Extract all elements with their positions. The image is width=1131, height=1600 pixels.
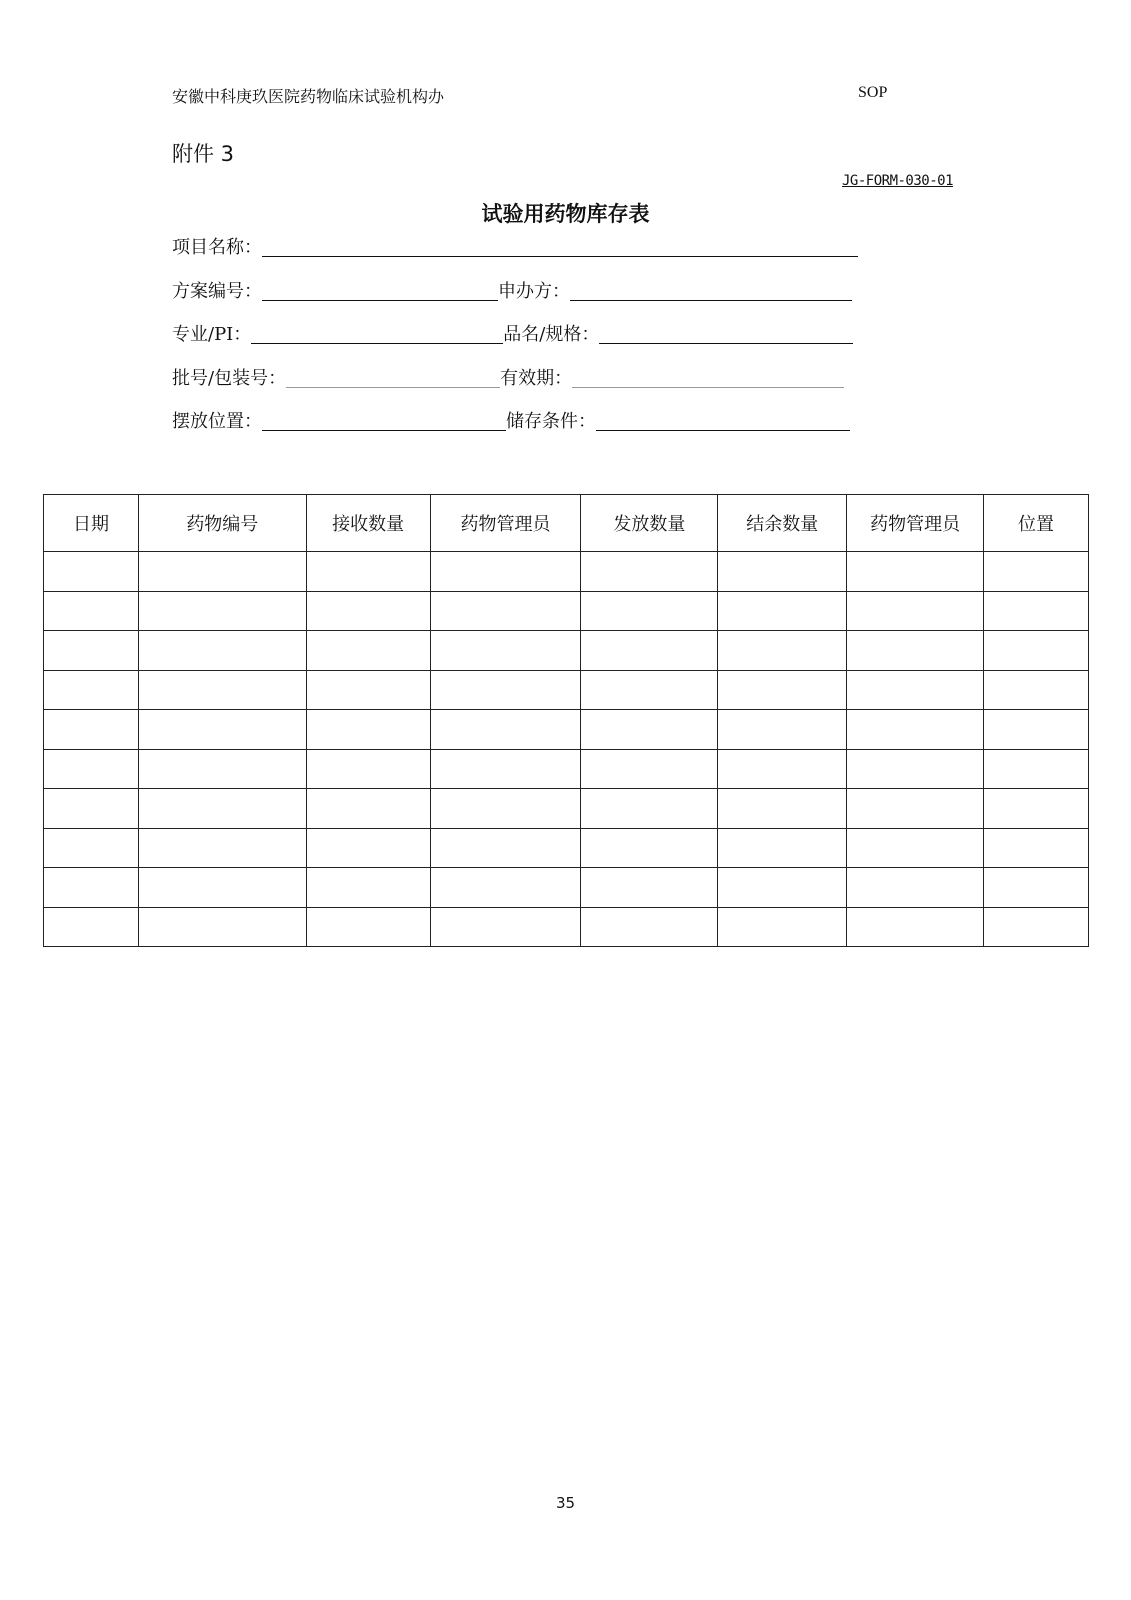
- table-row: [44, 670, 1089, 710]
- table-cell[interactable]: [581, 828, 718, 868]
- table-cell[interactable]: [718, 552, 847, 592]
- stock-table: [43, 494, 1089, 947]
- table-cell[interactable]: [306, 591, 430, 631]
- table-cell[interactable]: [581, 591, 718, 631]
- table-row: [44, 710, 1089, 750]
- location-label: 摆放位置：: [172, 411, 262, 432]
- table-cell[interactable]: [306, 710, 430, 750]
- table-cell[interactable]: [138, 552, 306, 592]
- table-cell[interactable]: [138, 868, 306, 908]
- page-number: 35: [555, 1494, 576, 1512]
- table-cell[interactable]: [581, 907, 718, 947]
- table-cell[interactable]: [138, 789, 306, 829]
- table-cell[interactable]: [847, 907, 984, 947]
- protocol-no-label: 方案编号：: [172, 281, 262, 302]
- table-cell[interactable]: [984, 591, 1089, 631]
- table-cell[interactable]: [138, 749, 306, 789]
- table-cell[interactable]: [306, 907, 430, 947]
- table-cell[interactable]: [430, 907, 581, 947]
- table-cell[interactable]: [44, 710, 139, 750]
- table-cell[interactable]: [847, 828, 984, 868]
- col-header-position: 位置: [984, 495, 1089, 552]
- table-row: [44, 552, 1089, 592]
- attachment-label: 附件 3: [172, 142, 235, 166]
- table-cell[interactable]: [718, 749, 847, 789]
- table-cell[interactable]: [44, 789, 139, 829]
- storage-label: 储存条件：: [506, 411, 596, 432]
- field-row-location: [172, 406, 850, 434]
- product-spec-label: 品名/规格：: [503, 324, 600, 345]
- col-header-date: 日期: [44, 495, 139, 552]
- table-cell[interactable]: [984, 868, 1089, 908]
- table-row: [44, 749, 1089, 789]
- header-org: 安徽中科庚玖医院药物临床试验机构办: [172, 87, 445, 106]
- expiry-line[interactable]: [572, 365, 844, 388]
- field-row-protocol: [172, 276, 852, 304]
- table-cell[interactable]: [44, 631, 139, 671]
- table-cell[interactable]: [847, 631, 984, 671]
- table-cell[interactable]: [306, 789, 430, 829]
- table-cell[interactable]: [138, 828, 306, 868]
- table-cell[interactable]: [44, 749, 139, 789]
- table-cell[interactable]: [718, 670, 847, 710]
- table-cell[interactable]: [847, 552, 984, 592]
- table-cell[interactable]: [718, 907, 847, 947]
- table-cell[interactable]: [847, 710, 984, 750]
- table-header-row: [44, 495, 1089, 552]
- specialty-pi-line[interactable]: [251, 321, 503, 344]
- table-row: [44, 591, 1089, 631]
- field-row-specialty: [172, 319, 853, 347]
- header-doc-type: SOP: [858, 84, 888, 101]
- table-cell[interactable]: [718, 591, 847, 631]
- sponsor-label: 申办方：: [498, 281, 570, 302]
- col-header-balance-qty: 结余数量: [718, 495, 847, 552]
- table-cell[interactable]: [581, 631, 718, 671]
- table-cell[interactable]: [430, 749, 581, 789]
- table-row: [44, 789, 1089, 829]
- table-cell[interactable]: [847, 789, 984, 829]
- col-header-drug-manager-2: 药物管理员: [847, 495, 984, 552]
- table-cell[interactable]: [718, 710, 847, 750]
- col-header-dispensed-qty: 发放数量: [581, 495, 718, 552]
- batch-pack-line[interactable]: [286, 365, 500, 388]
- table-cell[interactable]: [984, 552, 1089, 592]
- table-cell[interactable]: [430, 631, 581, 671]
- storage-line[interactable]: [596, 408, 850, 431]
- page-title: 试验用药物库存表: [481, 202, 650, 226]
- table-cell[interactable]: [306, 670, 430, 710]
- table-cell[interactable]: [306, 552, 430, 592]
- location-line[interactable]: [262, 408, 506, 431]
- table-cell[interactable]: [430, 789, 581, 829]
- table-cell[interactable]: [718, 868, 847, 908]
- table-cell[interactable]: [581, 789, 718, 829]
- table-cell[interactable]: [847, 868, 984, 908]
- table-cell[interactable]: [138, 591, 306, 631]
- table-cell[interactable]: [581, 749, 718, 789]
- table-cell[interactable]: [984, 828, 1089, 868]
- table-row: [44, 907, 1089, 947]
- table-cell[interactable]: [718, 828, 847, 868]
- table-cell[interactable]: [44, 868, 139, 908]
- batch-pack-label: 批号/包装号：: [172, 368, 287, 389]
- table-cell[interactable]: [430, 552, 581, 592]
- table-cell[interactable]: [44, 828, 139, 868]
- table-cell[interactable]: [581, 552, 718, 592]
- table-cell[interactable]: [581, 670, 718, 710]
- sponsor-line[interactable]: [570, 278, 852, 301]
- col-header-drug-manager: 药物管理员: [430, 495, 581, 552]
- table-cell[interactable]: [430, 670, 581, 710]
- table-cell[interactable]: [984, 789, 1089, 829]
- table-cell[interactable]: [847, 670, 984, 710]
- table-cell[interactable]: [306, 868, 430, 908]
- table-cell[interactable]: [138, 631, 306, 671]
- table-cell[interactable]: [847, 591, 984, 631]
- table-cell[interactable]: [718, 789, 847, 829]
- product-spec-line[interactable]: [599, 321, 853, 344]
- table-cell[interactable]: [430, 591, 581, 631]
- table-row: [44, 868, 1089, 908]
- table-cell[interactable]: [138, 907, 306, 947]
- table-cell[interactable]: [44, 907, 139, 947]
- table-cell[interactable]: [984, 631, 1089, 671]
- table-cell[interactable]: [984, 710, 1089, 750]
- col-header-drug-no: 药物编号: [138, 495, 306, 552]
- table-cell[interactable]: [581, 710, 718, 750]
- table-cell[interactable]: [306, 631, 430, 671]
- table-cell[interactable]: [306, 749, 430, 789]
- table-cell[interactable]: [581, 868, 718, 908]
- table-cell[interactable]: [138, 710, 306, 750]
- table-cell[interactable]: [430, 710, 581, 750]
- form-code: JG-FORM-030-01: [842, 173, 954, 189]
- table-cell[interactable]: [306, 828, 430, 868]
- expiry-label: 有效期：: [500, 368, 573, 389]
- table-cell[interactable]: [138, 670, 306, 710]
- table-cell[interactable]: [847, 749, 984, 789]
- table-cell[interactable]: [430, 868, 581, 908]
- field-row-project: [172, 232, 858, 260]
- table-row: [44, 631, 1089, 671]
- project-name-label: 项目名称：: [172, 237, 262, 258]
- table-cell[interactable]: [44, 591, 139, 631]
- specialty-pi-label: 专业/PI：: [172, 324, 252, 345]
- table-cell[interactable]: [984, 670, 1089, 710]
- table-cell[interactable]: [44, 552, 139, 592]
- table-cell[interactable]: [984, 907, 1089, 947]
- protocol-no-line[interactable]: [262, 278, 498, 301]
- table-cell[interactable]: [430, 828, 581, 868]
- table-cell[interactable]: [984, 749, 1089, 789]
- table-cell[interactable]: [718, 631, 847, 671]
- field-row-batch: [172, 363, 844, 391]
- col-header-received-qty: 接收数量: [306, 495, 430, 552]
- table-row: [44, 828, 1089, 868]
- project-name-line[interactable]: [262, 234, 858, 257]
- table-cell[interactable]: [44, 670, 139, 710]
